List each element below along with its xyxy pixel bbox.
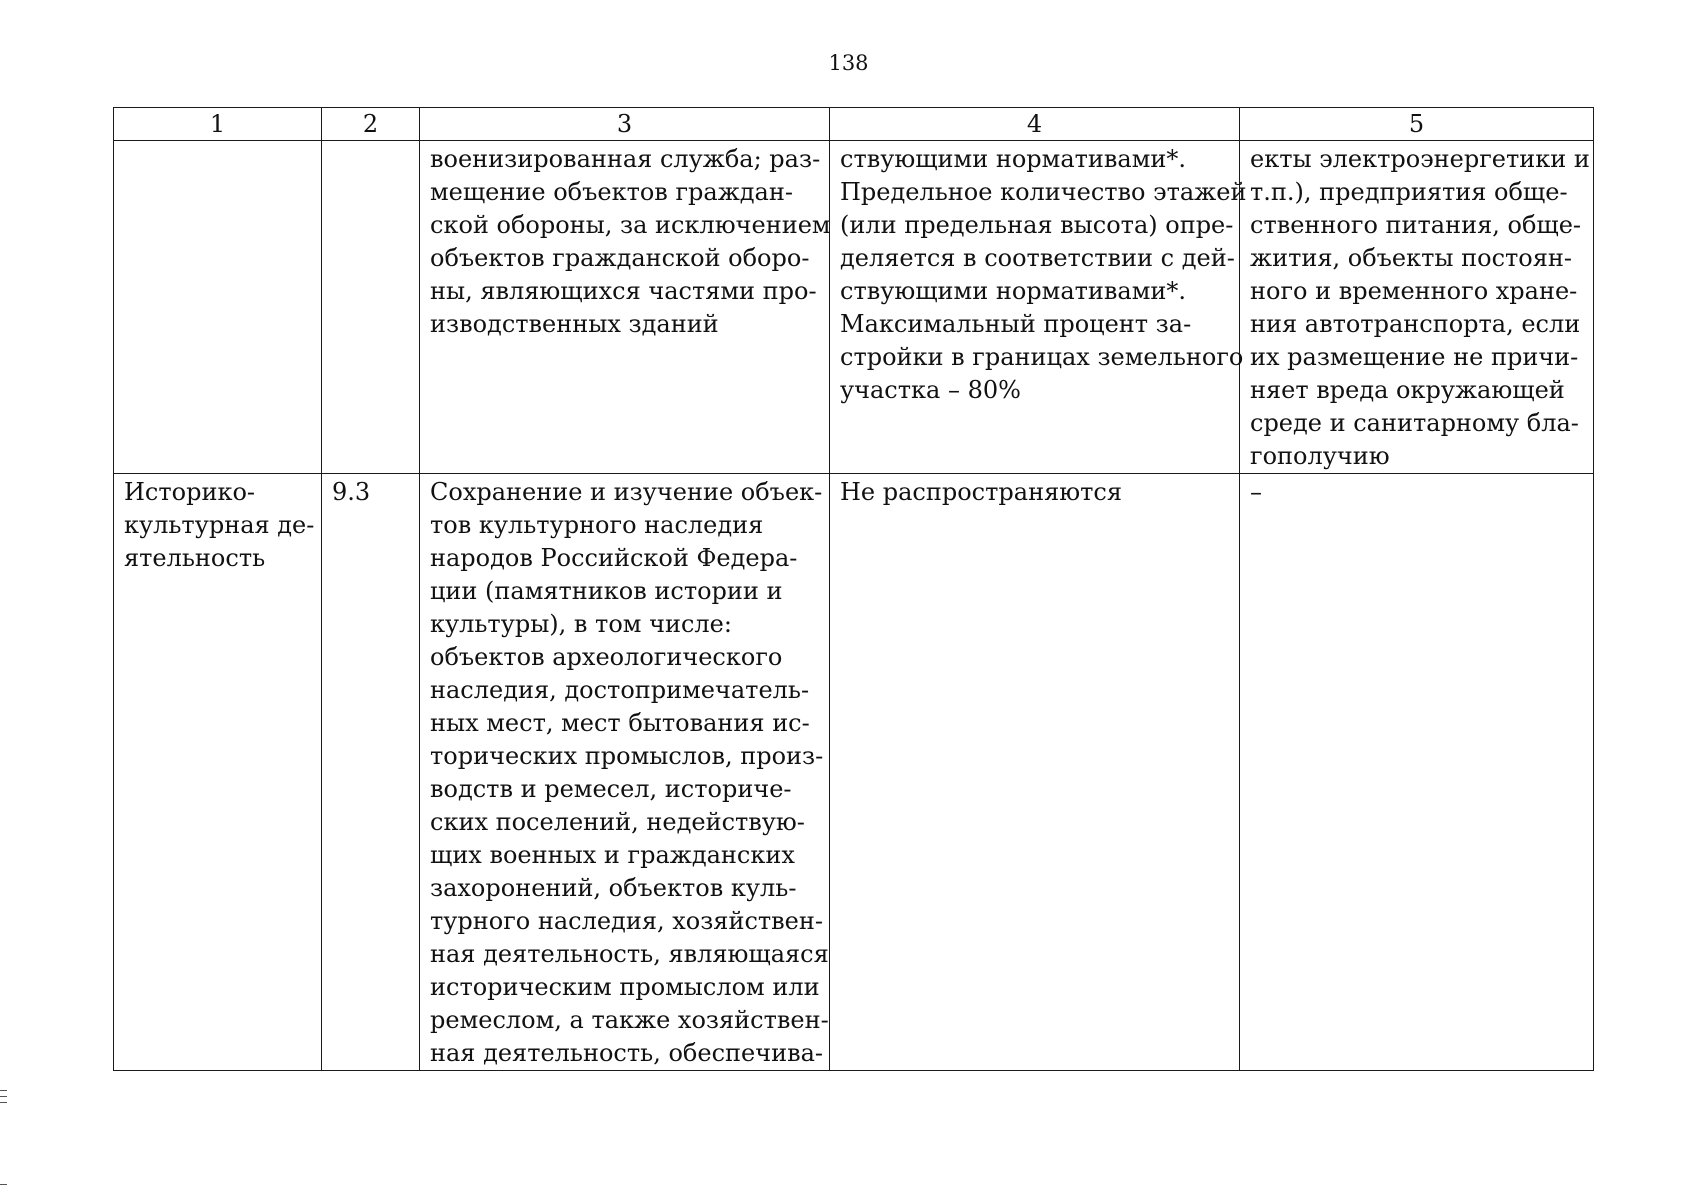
margin-mark (0, 1184, 7, 1185)
cell-text-line: Максимальный процент за- (840, 310, 1192, 338)
cell-text-line: ции (памятников истории и (430, 577, 783, 605)
cell-text-line: культуры), в том числе: (430, 610, 732, 638)
cell-text-line: историческим промыслом или (430, 973, 820, 1001)
cell-text-line: Историко- (124, 478, 256, 506)
cell-text-line: гополучию (1250, 442, 1390, 470)
cell-text-line: турного наследия, хозяйствен- (430, 907, 823, 935)
cell-text-line: участка – 80% (840, 376, 1021, 404)
column-header-4: 4 (830, 108, 1240, 141)
cell-text-line: ремеслом, а также хозяйствен- (430, 1006, 829, 1034)
column-header-1: 1 (114, 108, 322, 141)
cell-text-line: ствующими нормативами*. (840, 145, 1187, 173)
cell-text-line: – (1250, 478, 1262, 506)
cell-text-line: захоронений, объектов куль- (430, 874, 797, 902)
cell-text-line: наследия, достопримечатель- (430, 676, 810, 704)
cell-text-line: ственного питания, обще- (1250, 211, 1582, 239)
cell-text-line: торических промыслов, произ- (430, 742, 824, 770)
margin-mark (0, 1102, 7, 1103)
cell-use-type (114, 141, 322, 474)
cell-text-line: ятельность (124, 544, 266, 572)
table-row (114, 141, 1594, 474)
cell-text-line: екты электроэнергетики и (1250, 145, 1590, 173)
regulations-table (113, 107, 1594, 1071)
column-header-5: 5 (1240, 108, 1594, 141)
cell-text-line: объектов гражданской оборо- (430, 244, 810, 272)
table-header-row (114, 108, 1594, 141)
cell-text-line: среде и санитарному бла- (1250, 409, 1579, 437)
cell-text-line: щих военных и гражданских (430, 841, 795, 869)
cell-text-line: изводственных зданий (430, 310, 719, 338)
column-header-3: 3 (420, 108, 830, 141)
cell-text-line: ских поселений, недействую- (430, 808, 805, 836)
cell-description (420, 141, 830, 474)
cell-text-line: ных мест, мест бытования ис- (430, 709, 810, 737)
cell-text-line: ской обороны, за исключением (430, 211, 831, 239)
cell-text-line: ния автотранспорта, если (1250, 310, 1581, 338)
cell-text-line: народов Российской Федера- (430, 544, 798, 572)
table-row (114, 474, 1594, 1071)
cell-text-line: объектов археологического (430, 643, 783, 671)
cell-text-line: Сохранение и изучение объек- (430, 478, 823, 506)
cell-text-line: ны, являющихся частями про- (430, 277, 817, 305)
cell-text-line: военизированная служба; раз- (430, 145, 821, 173)
cell-text-line: ствующими нормативами*. (840, 277, 1187, 305)
cell-parameters (830, 474, 1240, 1071)
cell-restrictions (1240, 141, 1594, 474)
cell-description (420, 474, 830, 1071)
cell-text-line: ная деятельность, обеспечива- (430, 1039, 824, 1067)
cell-text-line: (или предельная высота) опре- (840, 211, 1234, 239)
cell-text-line: Не распространяются (840, 478, 1122, 506)
page-number: 138 (828, 51, 869, 75)
cell-text-line: ного и временного хране- (1250, 277, 1578, 305)
cell-code (322, 141, 420, 474)
cell-text-line: ная деятельность, являющаяся (430, 940, 829, 968)
cell-text-line: стройки в границах земельного (840, 343, 1244, 371)
margin-mark (0, 1090, 7, 1091)
cell-text-line: их размещение не причи- (1250, 343, 1579, 371)
cell-text-line: водств и ремесел, историче- (430, 775, 792, 803)
cell-text-line: жития, объекты постоян- (1250, 244, 1572, 272)
cell-parameters (830, 141, 1247, 474)
cell-text-line: т.п.), предприятия обще- (1250, 178, 1568, 206)
cell-text-line: культурная де- (124, 511, 315, 539)
cell-text-line: мещение объектов граждан- (430, 178, 793, 206)
cell-text-line: деляется в соответствии с дей- (840, 244, 1235, 272)
cell-text-line: 9.3 (332, 478, 371, 506)
cell-text-line: Предельное количество этажей (840, 178, 1247, 206)
cell-restrictions (1240, 474, 1594, 1071)
column-header-2: 2 (322, 108, 420, 141)
cell-text-line: тов культурного наследия (430, 511, 764, 539)
cell-code (322, 474, 420, 1071)
cell-text-line: няет вреда окружающей (1250, 376, 1565, 404)
cell-use-type (114, 474, 322, 1071)
margin-mark (0, 1096, 7, 1097)
